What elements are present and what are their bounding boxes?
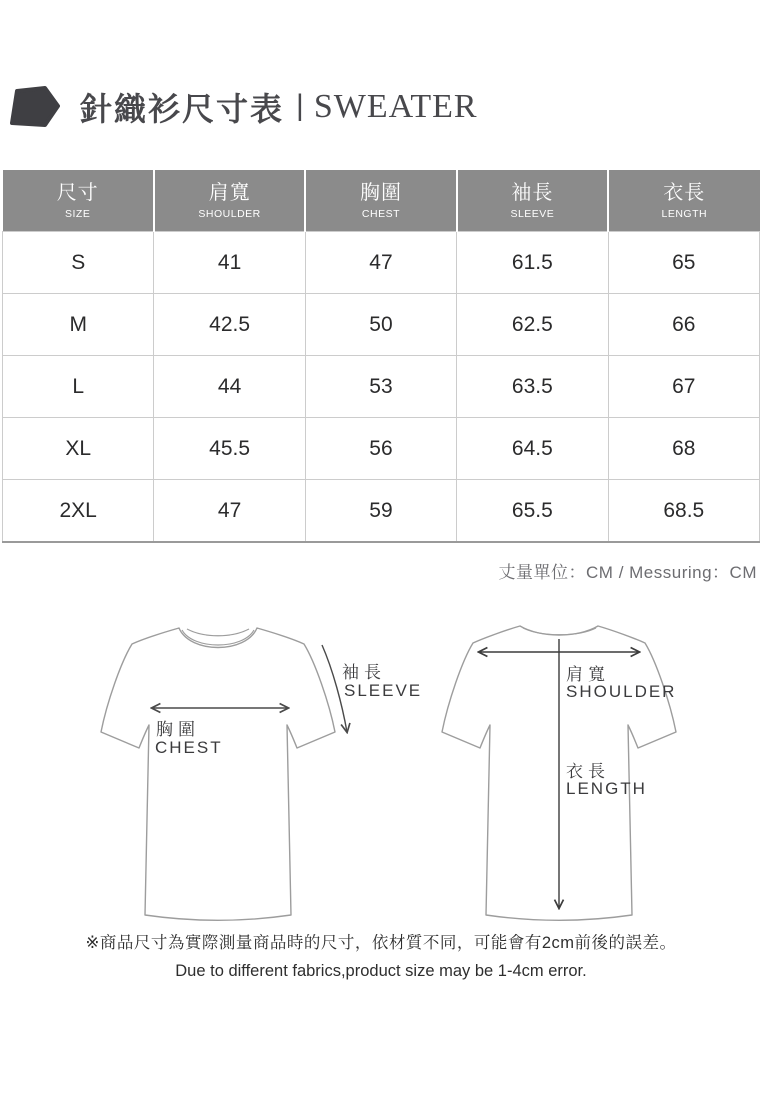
table-row-l: [3, 356, 760, 418]
tag-arrow-shape: [12, 88, 58, 125]
disclaimer-line-zh: ※商品尺寸為實際測量商品時的尺寸，依材質不同，可能會有2cm前後的誤差。: [85, 934, 677, 952]
table-row-2xl: [3, 480, 760, 543]
title-chinese: 針織衫尺寸表: [80, 91, 285, 127]
shoulder-label-en: SHOULDER: [566, 682, 677, 701]
col-header-zh: 肩寬: [208, 182, 251, 204]
col-header-en: CHEST: [361, 208, 401, 220]
col-header-en: SHOULDER: [198, 208, 261, 220]
page-title: [8, 84, 478, 130]
cell-length: 68.5: [608, 480, 759, 543]
col-header-sleeve: [457, 170, 608, 232]
sleeve-label-zh: 袖長: [342, 663, 386, 682]
col-header-en: LENGTH: [661, 208, 708, 220]
table-row-xl: [3, 418, 760, 480]
cell-length: 66: [608, 294, 759, 356]
front-back-neck-line: [187, 629, 249, 636]
col-header-shoulder: [154, 170, 305, 232]
cell-sleeve: 61.5: [457, 232, 608, 294]
disclaimer: [0, 929, 762, 981]
col-header-chest: [305, 170, 456, 232]
cell-chest: 47: [305, 232, 456, 294]
shoulder-label-zh: 肩寬: [566, 665, 610, 684]
tag-arrow-icon: [8, 85, 60, 129]
cell-sleeve: 63.5: [457, 356, 608, 418]
cell-chest: 50: [305, 294, 456, 356]
cell-shoulder: 41: [154, 232, 305, 294]
table-row-s: [3, 232, 760, 294]
cell-size: XL: [3, 418, 154, 480]
cell-length: 67: [608, 356, 759, 418]
chest-label-en: CHEST: [155, 738, 223, 757]
col-header-en: SIZE: [65, 208, 91, 220]
cell-size: S: [3, 232, 154, 294]
col-header-size: [3, 170, 154, 232]
front-shirt-diagram: [99, 612, 359, 927]
length-label-en: LENGTH: [566, 779, 647, 798]
col-header-zh: 胸圍: [359, 182, 402, 204]
cell-shoulder: 47: [154, 480, 305, 543]
cell-shoulder: 45.5: [154, 418, 305, 480]
cell-chest: 59: [305, 480, 456, 543]
front-shirt-outline: [101, 628, 335, 920]
cell-length: 65: [608, 232, 759, 294]
chest-label-zh: 胸圍: [156, 720, 200, 739]
col-header-zh: 尺寸: [56, 182, 99, 204]
col-header-zh: 衣長: [663, 182, 706, 204]
cell-sleeve: 62.5: [457, 294, 608, 356]
cell-shoulder: 44: [154, 356, 305, 418]
cell-size: M: [3, 294, 154, 356]
cell-shoulder: 42.5: [154, 294, 305, 356]
col-header-zh: 袖長: [511, 182, 554, 204]
title-divider: |: [296, 89, 304, 122]
back-shirt-diagram: [440, 612, 690, 927]
cell-chest: 56: [305, 418, 456, 480]
cell-sleeve: 64.5: [457, 418, 608, 480]
cell-sleeve: 65.5: [457, 480, 608, 543]
cell-length: 68: [608, 418, 759, 480]
col-header-en: SLEEVE: [510, 208, 555, 220]
size-table-header: [3, 170, 760, 232]
title-english: SWEATER: [313, 88, 478, 125]
col-header-length: [608, 170, 759, 232]
cell-size: 2XL: [3, 480, 154, 543]
sleeve-label-en: SLEEVE: [344, 681, 423, 700]
length-label-zh: 衣長: [566, 762, 610, 781]
cell-chest: 53: [305, 356, 456, 418]
cell-size: L: [3, 356, 154, 418]
size-table: [2, 170, 760, 543]
measuring-unit-note: 丈量單位：CM / Messuring：CM: [498, 563, 757, 582]
disclaimer-line-en: Due to different fabrics,product size may be 1-4cm error.: [175, 962, 587, 980]
measurement-diagram: [0, 605, 762, 925]
table-row-m: [3, 294, 760, 356]
